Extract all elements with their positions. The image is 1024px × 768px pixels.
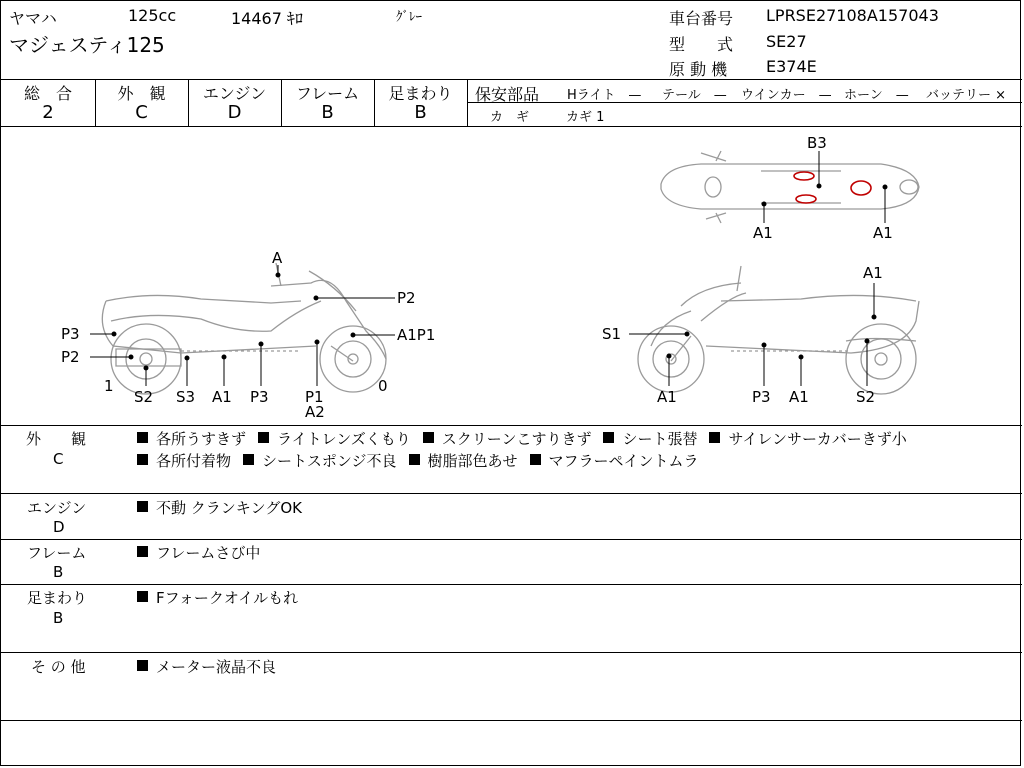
frame-no: LPRSE27108A157043 — [766, 6, 939, 25]
remark-other-line: メーター液晶不良 — [137, 656, 276, 677]
left-side-scooter-outline — [102, 263, 386, 394]
safety-battery: バッテリー × — [926, 88, 1007, 103]
label-r-p3: P3 — [752, 388, 771, 406]
safety-winker: ウインカー — — [741, 88, 832, 103]
grade-exterior-label: 外 観 — [117, 84, 166, 103]
key-value: カギ 1 — [566, 110, 605, 125]
remark-frame-grade: B — [53, 563, 64, 581]
top-view-scooter-outline — [661, 151, 919, 223]
remark-engine-line: 不動 クランキングOK — [137, 497, 302, 518]
remark-other-label: そ の 他 — [31, 658, 86, 676]
color: ｸﾞﾚｰ — [396, 10, 422, 25]
maker: ヤマハ — [9, 9, 57, 28]
grade-total-value: 2 — [42, 102, 54, 123]
grade-frame-value: B — [321, 102, 334, 123]
label-l-a1p1: A1P1 — [397, 326, 436, 344]
grade-engine-value: D — [227, 102, 242, 123]
label-l-s3: S3 — [176, 388, 196, 406]
grade-suspension-label: 足まわり — [388, 84, 453, 103]
damage-diagram — [1, 127, 1021, 425]
label-l-a: A — [272, 249, 283, 267]
label-l-p2-left: P2 — [61, 348, 80, 366]
safety-label: 保安部品 — [475, 85, 540, 104]
label-r-s2: S2 — [856, 388, 876, 406]
engine-value: E374E — [766, 57, 817, 76]
label-l-p3: P3 — [250, 388, 269, 406]
engine-label: 原 動 機 — [669, 60, 728, 79]
top-view-damage-marks — [794, 172, 871, 203]
remark-exterior-grade: C — [53, 450, 64, 468]
label-l-a1: A1 — [212, 388, 232, 406]
remark-exterior-line-2: 各所付着物 シートスポンジ不良 樹脂部色あせ マフラーペイントムラ — [137, 450, 711, 471]
safety-tail: テール — — [662, 88, 727, 103]
model-name: マジェスティ125 — [9, 33, 165, 57]
label-top-b3: B3 — [807, 134, 827, 152]
safety-headlight: Hライト — — [567, 88, 642, 103]
safety-horn: ホーン — — [844, 88, 909, 103]
label-top-a1-left: A1 — [753, 224, 773, 242]
remark-suspension-line: Fフォークオイルもれ — [137, 587, 298, 608]
frame-no-label: 車台番号 — [669, 9, 734, 28]
grade-exterior-value: C — [135, 102, 148, 123]
label-l-1: 1 — [104, 377, 114, 395]
label-r-a1-top: A1 — [863, 264, 883, 282]
label-l-p2-top: P2 — [397, 289, 416, 307]
label-l-s2: S2 — [134, 388, 154, 406]
remark-suspension-label: 足まわり — [27, 589, 88, 607]
type-label: 型 式 — [669, 35, 734, 54]
label-r-a1: A1 — [789, 388, 809, 406]
label-l-p3-left: P3 — [61, 325, 80, 343]
label-l-0: 0 — [378, 377, 388, 395]
right-side-scooter-outline — [638, 266, 919, 394]
type-value: SE27 — [766, 32, 807, 51]
displacement: 125cc — [128, 6, 177, 25]
label-r-s1: S1 — [602, 325, 622, 343]
grade-suspension-value: B — [414, 102, 427, 123]
grade-frame-label: フレーム — [295, 84, 360, 103]
label-r-a1-left: A1 — [657, 388, 677, 406]
grade-engine-label: エンジン — [202, 84, 267, 103]
remark-exterior-line-1: 各所うすきず ライトレンズくもり スクリーンこすりきず シート張替 サイレンサーカバーきず小 — [137, 428, 919, 449]
mileage: 14467 ｷﾛ — [231, 9, 303, 28]
remark-frame-label: フレーム — [27, 544, 87, 562]
remark-engine-grade: D — [53, 518, 65, 536]
label-top-a1-right: A1 — [873, 224, 893, 242]
remark-suspension-grade: B — [53, 609, 64, 627]
remark-frame-line: フレームさび中 — [137, 542, 260, 563]
label-l-p1: P1 — [305, 388, 324, 406]
grade-total-label: 総 合 — [23, 84, 72, 103]
remark-engine-label: エンジン — [27, 499, 87, 517]
remark-exterior-label: 外 観 — [26, 430, 87, 448]
label-l-a2: A2 — [305, 403, 325, 421]
key-label: カ ギ — [490, 110, 530, 125]
